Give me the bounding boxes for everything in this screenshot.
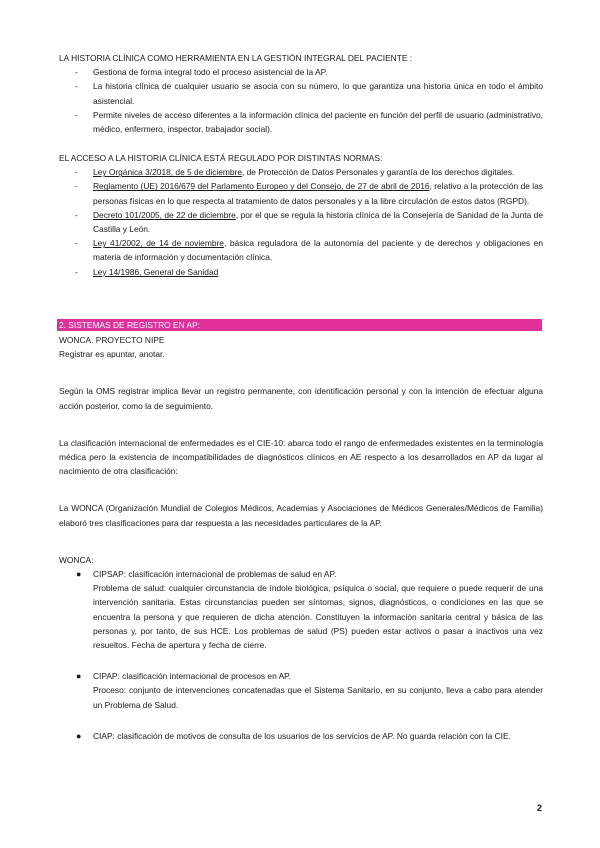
law-link[interactable]: Ley 41/2002, de 14 de noviembre: [93, 238, 224, 249]
law-item: - Reglamento (UE) 2016/679 del Parlamento Europeo y del Consejo, de 27 de abril de 2016, relativo a la protección de las personas físicas en lo que respecta al tratamiento de datos personales y a la libre circulación de estos datos (RGPD).: [75, 181, 543, 206]
classification-item: ● CIPSAP: clasificación internacional de problemas de salud en AP. Problema de salud: cualquier circunstancia de índole biológica, psíquica o social, que requiere o puede requerir de una intervención sanitaria. Estas circunstancias pueden ser síntomas, signos, diagnósticos, o condiciones en las que se encuentra la persona y que requieren de dicha atención. Constituyen la información sanitaria central y básica de las personas y, por tanto, de sus HCE. Los problemas de salud (PS) pueden estar activos o pasar a inactivos una vez resueltos. Fecha de apertura y fecha de cierre.: [76, 569, 543, 651]
bullet-icon: ●: [76, 730, 82, 741]
wonca-nipe-title: WONCA. PROYECTO NIPE: [59, 335, 165, 345]
law-list: [59, 165, 543, 279]
section-band: [57, 319, 542, 331]
cie-paragraph: La clasificación internacional de enfermedades es el CIE-10: abarca todo el rango de enfermedades existentes en la terminología médica pero la existencia de incompatibilidades de diagnósticos clínicos en AE respecto a los desarrollados en AP da lugar al nacimiento de otra clasificación:: [59, 437, 543, 477]
registrar-definition: Registrar es apuntar, anotar.: [59, 349, 165, 360]
section-title: EL ACCESO A LA HISTORIA CLÍNICA ESTÁ REGULADO POR DISTINTAS NORMAS:: [59, 153, 383, 163]
law-link[interactable]: Decreto 101/2005, de 22 de diciembre: [93, 209, 236, 220]
bullet-icon: ●: [76, 569, 82, 580]
law-link[interactable]: Ley 14/1986, General de Sanidad: [93, 266, 219, 277]
section-title: LA HISTORIA CLÍNICA COMO HERRAMIENTA EN LA GESTIÓN INTEGRAL DEL PACIENTE :: [59, 53, 413, 63]
list-item: - La historia clínica de cualquier usuario se asocia con su número, lo que garantiza una historia única en todo el ámbito asistencial.: [75, 81, 543, 106]
classification-list: [59, 567, 543, 743]
bullet-list: [59, 65, 543, 136]
wonca-paragraph: La WONCA (Organización Mundial de Colegios Médicos, Academias y Asociaciones de Médicos Generales/Médicos de Familia) elaboró tres clasificaciones para dar respuesta a las necesidades particulares de la AP.: [59, 503, 543, 528]
law-item: - Ley Orgánica 3/2018, de 5 de diciembre, de Protección de Datos Personales y garantía de los derechos digitales.: [75, 167, 515, 178]
law-item: - Ley 41/2002, de 14 de noviembre, básica reguladora de la autonomía del paciente y de derechos y obligaciones en materia de información y documentación clínica.: [75, 238, 543, 263]
wonca-label: WONCA:: [59, 554, 94, 565]
law-item: - Ley 14/1986, General de Sanidad: [75, 266, 219, 277]
section-access-regulation: [59, 151, 543, 279]
bullet-icon: ●: [76, 671, 82, 682]
section-registry-systems: [59, 333, 543, 743]
list-item: - Gestiona de forma integral todo el proceso asistencial de la AP.: [75, 67, 328, 78]
law-item: - Decreto 101/2005, de 22 de diciembre, por el que se regula la historia clínica de la Consejería de Sanidad de la Junta de Castilla y León.: [75, 209, 543, 235]
section-history-management: [59, 51, 543, 136]
classification-item: ● CIPAP: clasificación internacional de procesos en AP. Proceso: conjunto de intervenciones concatenadas que el Sistema Sanitario, en su conjunto, lleva a cabo para atender un Problema de Salud.: [76, 671, 543, 710]
oms-paragraph: Según la OMS registrar implica llevar un registro permanente, con identificación personal y con la intención de efectuar alguna acción posterior, como la de seguimiento.: [59, 386, 543, 411]
law-link[interactable]: Ley Orgánica 3/2018, de 5 de diciembre: [93, 167, 242, 178]
band-title: 2. SISTEMAS DE REGISTRO EN AP:: [59, 320, 201, 330]
law-link[interactable]: Reglamento (UE) 2016/679 del Parlamento Europeo y del Consejo, de 27 de abril de 2016: [93, 181, 430, 192]
classification-item: ● CIAP: clasificación de motivos de consulta de los usuarios de los servicios de AP. No guarda relación con la CIE.: [59, 729, 543, 743]
list-item: - Permite niveles de acceso diferentes a la información clínica del paciente en función del perfil de usuario (administrativo, médico, enfermero, inspector, trabajador social).: [75, 109, 543, 135]
page-number: 2: [537, 803, 543, 813]
